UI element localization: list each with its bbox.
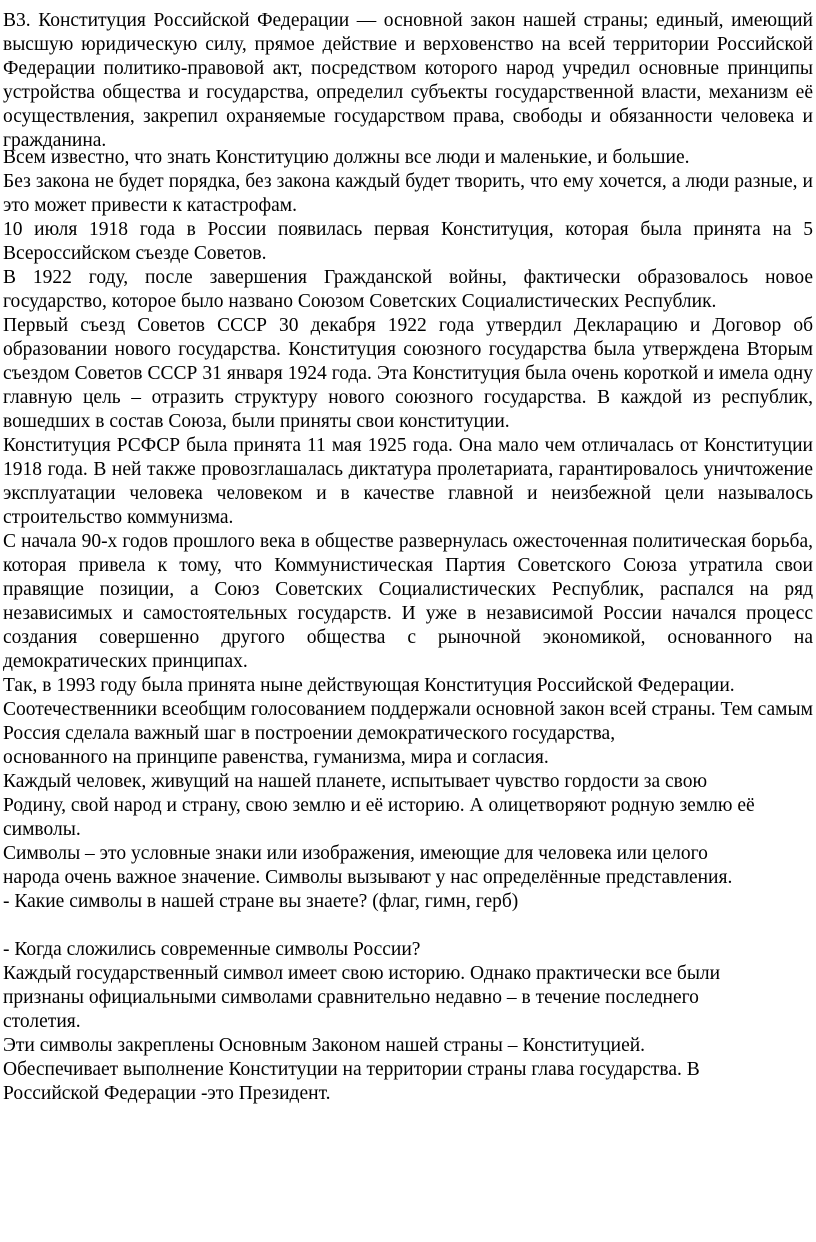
paragraph-everyone-knows: Всем известно, что знать Конституцию должны все люди и маленькие, и большие. [3,147,690,168]
paragraph-1990s: С начала 90-х годов прошлого века в обществе развернулась ожесточенная политическая борьба, которая привела к тому, что Коммунистическая Партия Советского Союза утратила свои правящие позиции, а Союз Советских Социалистических Республик, распался на ряд независимых и самостоятельных государств. И уже в независимой России начался процесс создания совершенно другого общества с рыночной экономикой, основанного на демократических принципах. [3,531,813,672]
paragraph-1993-constitution: Так, в 1993 году была принята ныне действующая Конституция Российской Федерации. Соотечественники всеобщим голосованием поддержали основной закон всей страны. Тем самым Россия сделала важный шаг в построении демократического государства, основанного на принципе равенства, гуманизма, мира и согласия. [3,675,813,768]
paragraph-president: Эти символы закреплены Основным Законом нашей страны – Конституцией. Обеспечивает выполнение Конституции на территории страны глава государства. В Российской Федерации -это Президент. [3,1035,700,1104]
paragraph-1918-constitution: 10 июля 1918 года в России появилась первая Конституция, которая была принята на 5 Всероссийском съезде Советов. [3,219,813,264]
paragraph-without-law: Без закона не будет порядка, без закона каждый будет творить, что ему хочется, а люди разные, и это может привести к катастрофам. [3,171,813,216]
question-which-symbols: - Какие символы в нашей стране вы знаете? (флаг, гимн, герб) [3,891,519,912]
paragraph-symbol-history: Каждый государственный символ имеет свою историю. Однако практически все были признаны официальными символами сравнительно недавно – в течение последнего столетия. [3,963,721,1032]
paragraph-symbols-definition: Символы – это условные знаки или изображения, имеющие для человека или целого народа очень важное значение. Символы вызывают у нас определённые представления. [3,843,733,888]
paragraph-constitution-definition: В3. Конституция Российской Федерации — основной закон нашей страны; единый, имеющий высшую юридическую силу, прямое действие и верховенство на всей территории Российской Федерации политико-правовой акт, посредством которого народ учредил основные принципы устройства общества и государства, определил субъекты государственной власти, механизм её осуществления, закрепил охраняемые государством права, свободы и обязанности человека и гражданина. [3,10,813,151]
paragraph-1924-constitution: Первый съезд Советов СССР 30 декабря 1922 года утвердил Декларацию и Договор об образовании нового государства. Конституция союзного государства была утверждена Вторым съездом Советов СССР 31 января 1924 года. Эта Конституция была очень короткой и имела одну главную цель – отразить структуру нового союзного государства. В каждой из республик, вошедших в состав Союза, были приняты свои конституции. [3,315,813,432]
paragraph-pride: Каждый человек, живущий на нашей планете, испытывает чувство гордости за свою Родину, свой народ и страну, свою землю и её историю. А олицетворяют родную землю её символы. [3,771,755,840]
paragraph-1925-rsfsr: Конституция РСФСР была принята 11 мая 1925 года. Она мало чем отличалась от Конституции 1918 года. В ней также провозглашалась диктатура пролетариата, гарантировалось уничтожение эксплуатации человека человеком и в качестве главной и неизбежной цели называлось строительство коммунизма. [3,435,813,528]
paragraph-1922-ussr: В 1922 году, после завершения Гражданской войны, фактически образовалось новое государство, которое было названо Союзом Советских Социалистических Республик. [3,267,813,312]
question-when-formed: - Когда сложились современные символы России? [3,939,421,960]
